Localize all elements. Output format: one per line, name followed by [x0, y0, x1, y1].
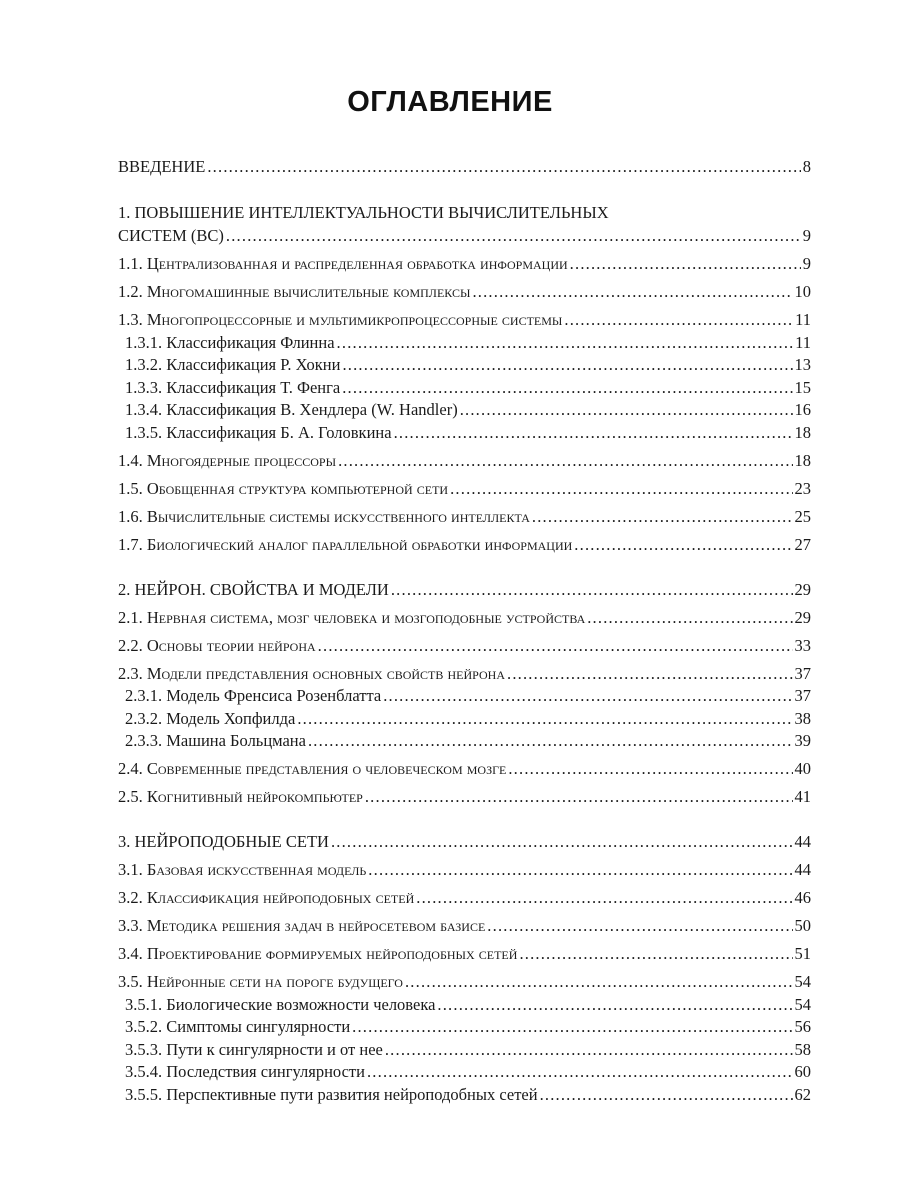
- dot-leader: [391, 579, 793, 601]
- toc-row: [118, 994, 811, 1016]
- toc-entry-title: Классификация нейроподобных сетей: [146, 888, 415, 907]
- dot-leader: [337, 332, 794, 354]
- dot-leader: [368, 859, 792, 881]
- toc-entry-title: Современные представления о человеческом мозге: [146, 759, 507, 778]
- toc-page-number: 33: [794, 635, 811, 655]
- toc-entry-number: 1.3.: [118, 310, 147, 329]
- toc-entry-label: [118, 663, 505, 685]
- toc-entry-title: ПОВЫШЕНИЕ ИНТЕЛЛЕКТУАЛЬНОСТИ ВЫЧИСЛИТЕЛЬНЫХ: [134, 203, 609, 222]
- toc-row: [118, 1061, 811, 1083]
- toc-page-number: 37: [794, 663, 811, 683]
- dot-leader: [574, 534, 792, 556]
- toc-page-number: 38: [794, 708, 811, 728]
- toc-entry-label: [118, 859, 366, 881]
- toc-entry: [118, 534, 811, 556]
- toc-entry-number: 2.5.: [118, 787, 147, 806]
- toc-entry-title: СИСТЕМ (ВС): [118, 226, 224, 245]
- toc-entry-number: 2.1.: [118, 607, 147, 627]
- toc-entry: [118, 332, 811, 354]
- toc-entry-number: 1.4.: [118, 450, 147, 470]
- toc-page-number: 56: [794, 1017, 811, 1036]
- toc-row: [118, 887, 811, 909]
- dot-leader: [352, 1016, 792, 1038]
- toc-entry: [118, 422, 811, 444]
- toc-page-number: 10: [794, 282, 811, 301]
- toc-row: [118, 422, 811, 444]
- toc-page-number: 29: [794, 607, 811, 627]
- toc-entry-title: Последствия сингулярности: [166, 1062, 365, 1081]
- toc-row: [118, 1016, 811, 1038]
- toc-row: [118, 253, 811, 275]
- toc-entry-title: НЕЙРОН. СВОЙСТВА И МОДЕЛИ: [134, 579, 389, 599]
- toc-page-number: 44: [794, 832, 811, 851]
- toc-row: [118, 332, 811, 354]
- toc-page-number: 25: [794, 506, 811, 526]
- toc-entry-number: 3.: [118, 832, 135, 851]
- toc-page-number: 54: [794, 994, 811, 1014]
- dot-leader: [318, 635, 793, 657]
- toc-row: [118, 579, 811, 601]
- toc-entry: [118, 579, 811, 601]
- dot-leader: [383, 685, 792, 707]
- toc-row: [118, 635, 811, 657]
- toc-entry: [118, 1084, 811, 1106]
- toc-page-number: 39: [794, 731, 811, 750]
- toc-page-number: 58: [794, 1039, 811, 1059]
- toc-entry-label: [118, 943, 517, 965]
- dot-leader: [450, 478, 792, 500]
- toc-entry-label: [118, 786, 363, 808]
- toc-entry: [118, 253, 811, 275]
- toc-entry: [118, 994, 811, 1016]
- toc-entry-title: Биологический аналог параллельной обработки информации: [146, 534, 573, 554]
- dot-leader: [437, 994, 792, 1016]
- toc-entry-title: ВВЕДЕНИЕ: [118, 157, 206, 176]
- toc-entry-label: [118, 758, 506, 780]
- toc-entry-number: 1.3.1.: [125, 332, 167, 352]
- toc-entry-label: [118, 450, 336, 472]
- toc-entry-label: [118, 887, 414, 909]
- toc-entry-number: 1.3.3.: [125, 377, 167, 397]
- toc-entry-title: Многопроцессорные и мультимикропроцессорные системы: [146, 310, 563, 329]
- toc-entry-label: [118, 915, 485, 937]
- toc-entry-label: [118, 478, 448, 500]
- toc-entry-title: Модели представления основных свойств нейрона: [146, 663, 505, 683]
- toc-entry-number: 2.2.: [118, 635, 147, 655]
- toc-entry-title: Классификация В. Хендлера (W. Handler): [166, 400, 458, 419]
- toc-entry: [118, 309, 811, 331]
- toc-entry-title: Симптомы сингулярности: [166, 1017, 351, 1036]
- toc-page-number: 18: [794, 450, 811, 470]
- dot-leader: [207, 156, 800, 178]
- dot-leader: [394, 422, 793, 444]
- toc-entry: [118, 887, 811, 909]
- dot-leader: [507, 663, 793, 685]
- dot-leader: [342, 377, 792, 399]
- toc-page-number: 40: [794, 759, 811, 778]
- toc-entry-label: [118, 281, 470, 303]
- toc-entry-number: 3.5.3.: [125, 1039, 167, 1059]
- toc-entry-title: НЕЙРОПОДОБНЫЕ СЕТИ: [134, 832, 329, 851]
- toc-page-number: 62: [794, 1084, 811, 1104]
- dot-leader: [587, 607, 792, 629]
- toc-entry: [118, 758, 811, 780]
- toc-entry-label: [118, 831, 329, 853]
- toc-row: [118, 730, 811, 752]
- toc-entry: [118, 607, 811, 629]
- toc-entry: [118, 156, 811, 178]
- toc-page-number: 50: [794, 916, 811, 935]
- dot-leader: [540, 1084, 793, 1106]
- toc-entry-number: 1.: [118, 203, 135, 222]
- toc-row: [118, 831, 811, 853]
- toc-entry-number: 2.: [118, 579, 135, 599]
- toc-row: [118, 534, 811, 556]
- toc-page-number: 44: [794, 860, 811, 879]
- toc-entry-label: [125, 422, 392, 444]
- toc-entry-number: 2.3.: [118, 663, 147, 683]
- toc-entry: [118, 281, 811, 303]
- toc-entry: [118, 708, 811, 730]
- dot-leader: [416, 887, 792, 909]
- dot-leader: [460, 399, 793, 421]
- toc-row: [118, 758, 811, 780]
- toc-entry-label: [125, 730, 306, 752]
- toc-row: [118, 915, 811, 937]
- dot-leader: [338, 450, 792, 472]
- toc-row: [118, 786, 811, 808]
- page-title: ОГЛАВЛЕНИЕ: [347, 86, 553, 118]
- toc-entry-number: 3.4.: [118, 944, 147, 963]
- toc-entry-number: 3.5.4.: [125, 1062, 167, 1081]
- toc-row: [118, 859, 811, 881]
- dot-leader: [385, 1039, 793, 1061]
- dot-leader: [365, 786, 793, 808]
- toc-entry: [118, 663, 811, 685]
- toc-entry-title: Классификация Т. Фенга: [166, 377, 341, 397]
- toc-page-number: 9: [802, 226, 811, 245]
- toc-entry-label: [125, 994, 435, 1016]
- toc-entry-title: Машина Больцмана: [166, 731, 306, 750]
- toc-entry-title: Проектирование формируемых нейроподобных сетей: [146, 944, 518, 963]
- dot-leader: [519, 943, 792, 965]
- toc-entry-number: 1.1.: [118, 254, 147, 273]
- toc-page-number: 9: [802, 254, 811, 273]
- toc-entry-title: Централизованная и распределенная обработка информации: [146, 254, 568, 273]
- toc-entry-title: Модель Хопфилда: [166, 708, 296, 728]
- toc-entry-label: [118, 971, 403, 993]
- toc-entry-number: 3.2.: [118, 888, 147, 907]
- toc-entry-label: [118, 225, 224, 247]
- toc-entry-label: [125, 708, 295, 730]
- toc-entry: [118, 399, 811, 421]
- toc-page-number: 23: [794, 478, 811, 498]
- toc-page-number: 15: [794, 377, 811, 397]
- toc-page-number: 46: [794, 888, 811, 907]
- toc-entry-label: [118, 635, 316, 657]
- toc-entry: [118, 478, 811, 500]
- toc-entry-label: [125, 354, 340, 376]
- toc-entry-number: 3.5.2.: [125, 1017, 167, 1036]
- toc-page-number: 60: [794, 1062, 811, 1081]
- toc-entry-number: 3.1.: [118, 860, 147, 879]
- toc-entry-label: [125, 332, 335, 354]
- toc-row: [118, 156, 811, 178]
- toc-entry-label: [118, 156, 205, 178]
- toc-entry-label: [118, 309, 562, 331]
- dot-leader: [308, 730, 793, 752]
- dot-leader: [367, 1061, 793, 1083]
- toc-row: [118, 478, 811, 500]
- toc-row: [118, 506, 811, 528]
- toc-entry-title: Пути к сингулярности и от нее: [166, 1039, 383, 1059]
- toc-page-number: 18: [794, 422, 811, 442]
- toc-entry: [118, 730, 811, 752]
- toc-entry: [118, 1039, 811, 1061]
- toc-entry: [118, 635, 811, 657]
- toc-entry-number: 2.3.3.: [125, 731, 167, 750]
- toc-entry: [118, 377, 811, 399]
- toc-page-number: 27: [794, 534, 811, 554]
- dot-leader: [342, 354, 792, 376]
- toc-entry-number: 1.2.: [118, 282, 147, 301]
- toc-entry: [118, 859, 811, 881]
- toc-entry-number: 3.3.: [118, 916, 147, 935]
- toc-entry-title: Нервная система, мозг человека и мозгоподобные устройства: [146, 607, 586, 627]
- toc-entry: [118, 971, 811, 993]
- table-of-contents: [118, 156, 811, 1106]
- toc-row: [118, 377, 811, 399]
- toc-entry-number: 1.5.: [118, 478, 147, 498]
- toc-entry-label: [118, 534, 572, 556]
- toc-entry: [118, 685, 811, 707]
- toc-row: [118, 450, 811, 472]
- dot-leader: [226, 225, 801, 247]
- toc-row: [118, 685, 811, 707]
- toc-entry: [118, 943, 811, 965]
- toc-entry-label: [118, 506, 530, 528]
- dot-leader: [472, 281, 792, 303]
- toc-entry: [118, 915, 811, 937]
- toc-entry: [118, 506, 811, 528]
- dot-leader: [570, 253, 801, 275]
- toc-entry-title: Классификация Б. А. Головкина: [166, 422, 392, 442]
- toc-entry-title: Классификация Флинна: [166, 332, 335, 352]
- toc-entry-label: [125, 1039, 383, 1061]
- toc-entry-title: Нейронные сети на пороге будущего: [146, 972, 403, 991]
- toc-entry-label: [125, 377, 340, 399]
- toc-entry: [118, 201, 811, 247]
- toc-entry: [118, 786, 811, 808]
- toc-entry-number: 1.7.: [118, 534, 147, 554]
- toc-entry: [118, 831, 811, 853]
- toc-entry-title: Обобщенная структура компьютерной сети: [146, 478, 449, 498]
- toc-page-number: 11: [795, 332, 811, 352]
- toc-entry-label: [118, 253, 568, 275]
- toc-entry-title: Вычислительные системы искусственного интеллекта: [146, 506, 530, 526]
- toc-entry-label: [118, 579, 389, 601]
- toc-row: [118, 943, 811, 965]
- toc-entry-label: [125, 1061, 365, 1083]
- toc-row: [118, 607, 811, 629]
- toc-entry-number: 3.5.1.: [125, 994, 167, 1014]
- toc-entry-title: Базовая искусственная модель: [146, 860, 367, 879]
- toc-page-number: 8: [802, 157, 811, 176]
- toc-entry-number: 1.3.5.: [125, 422, 167, 442]
- toc-row: [118, 354, 811, 376]
- toc-page-number: 41: [794, 787, 811, 806]
- toc-page-number: 13: [794, 355, 811, 374]
- toc-entry-number: 2.3.2.: [125, 708, 167, 728]
- toc-entry-label: [125, 685, 381, 707]
- toc-entry-number: 2.4.: [118, 759, 147, 778]
- toc-row: [118, 1039, 811, 1061]
- toc-entry-title: Методика решения задач в нейросетевом базисе: [146, 916, 486, 935]
- toc-page-number: 16: [794, 400, 811, 419]
- toc-entry: [118, 354, 811, 376]
- toc-entry-title: Многомашинные вычислительные комплексы: [146, 282, 471, 301]
- dot-leader: [487, 915, 792, 937]
- toc-entry-label: [125, 1084, 538, 1106]
- toc-entry-number: 1.3.2.: [125, 355, 167, 374]
- toc-entry-number: 3.5.: [118, 972, 147, 991]
- dot-leader: [297, 708, 792, 730]
- toc-entry-title: Многоядерные процессоры: [146, 450, 337, 470]
- toc-entry: [118, 450, 811, 472]
- toc-entry-title: Модель Френсиса Розенблатта: [166, 686, 382, 705]
- toc-row: [118, 225, 811, 247]
- toc-row: [118, 663, 811, 685]
- toc-page-number: 54: [794, 972, 811, 991]
- toc-row: [118, 281, 811, 303]
- toc-row: [118, 971, 811, 993]
- toc-page-number: 29: [794, 579, 811, 599]
- toc-row: [118, 1084, 811, 1106]
- dot-leader: [508, 758, 792, 780]
- toc-row: [118, 399, 811, 421]
- toc-entry-title: Классификация Р. Хокни: [166, 355, 341, 374]
- toc-row: [118, 309, 811, 331]
- toc-entry: [118, 1016, 811, 1038]
- toc-entry-label: [118, 607, 585, 629]
- toc-page-number: 11: [795, 310, 811, 329]
- toc-entry-title: Когнитивный нейрокомпьютер: [146, 787, 363, 806]
- toc-entry: [118, 1061, 811, 1083]
- toc-entry-number: 3.5.5.: [125, 1084, 167, 1104]
- toc-entry-title-line: [118, 201, 811, 225]
- dot-leader: [532, 506, 793, 528]
- dot-leader: [405, 971, 793, 993]
- toc-page-number: 37: [794, 686, 811, 705]
- toc-entry-label: [125, 1016, 350, 1038]
- toc-entry-number: 2.3.1.: [125, 686, 167, 705]
- toc-entry-number: 1.3.4.: [125, 400, 167, 419]
- toc-entry-label: [125, 399, 458, 421]
- toc-entry-title: Биологические возможности человека: [166, 994, 436, 1014]
- toc-row: [118, 708, 811, 730]
- toc-entry-title: Перспективные пути развития нейроподобных сетей: [166, 1084, 538, 1104]
- toc-entry-number: 1.6.: [118, 506, 147, 526]
- toc-entry-title: Основы теории нейрона: [146, 635, 316, 655]
- dot-leader: [564, 309, 793, 331]
- dot-leader: [331, 831, 793, 853]
- toc-page-number: 51: [794, 944, 811, 963]
